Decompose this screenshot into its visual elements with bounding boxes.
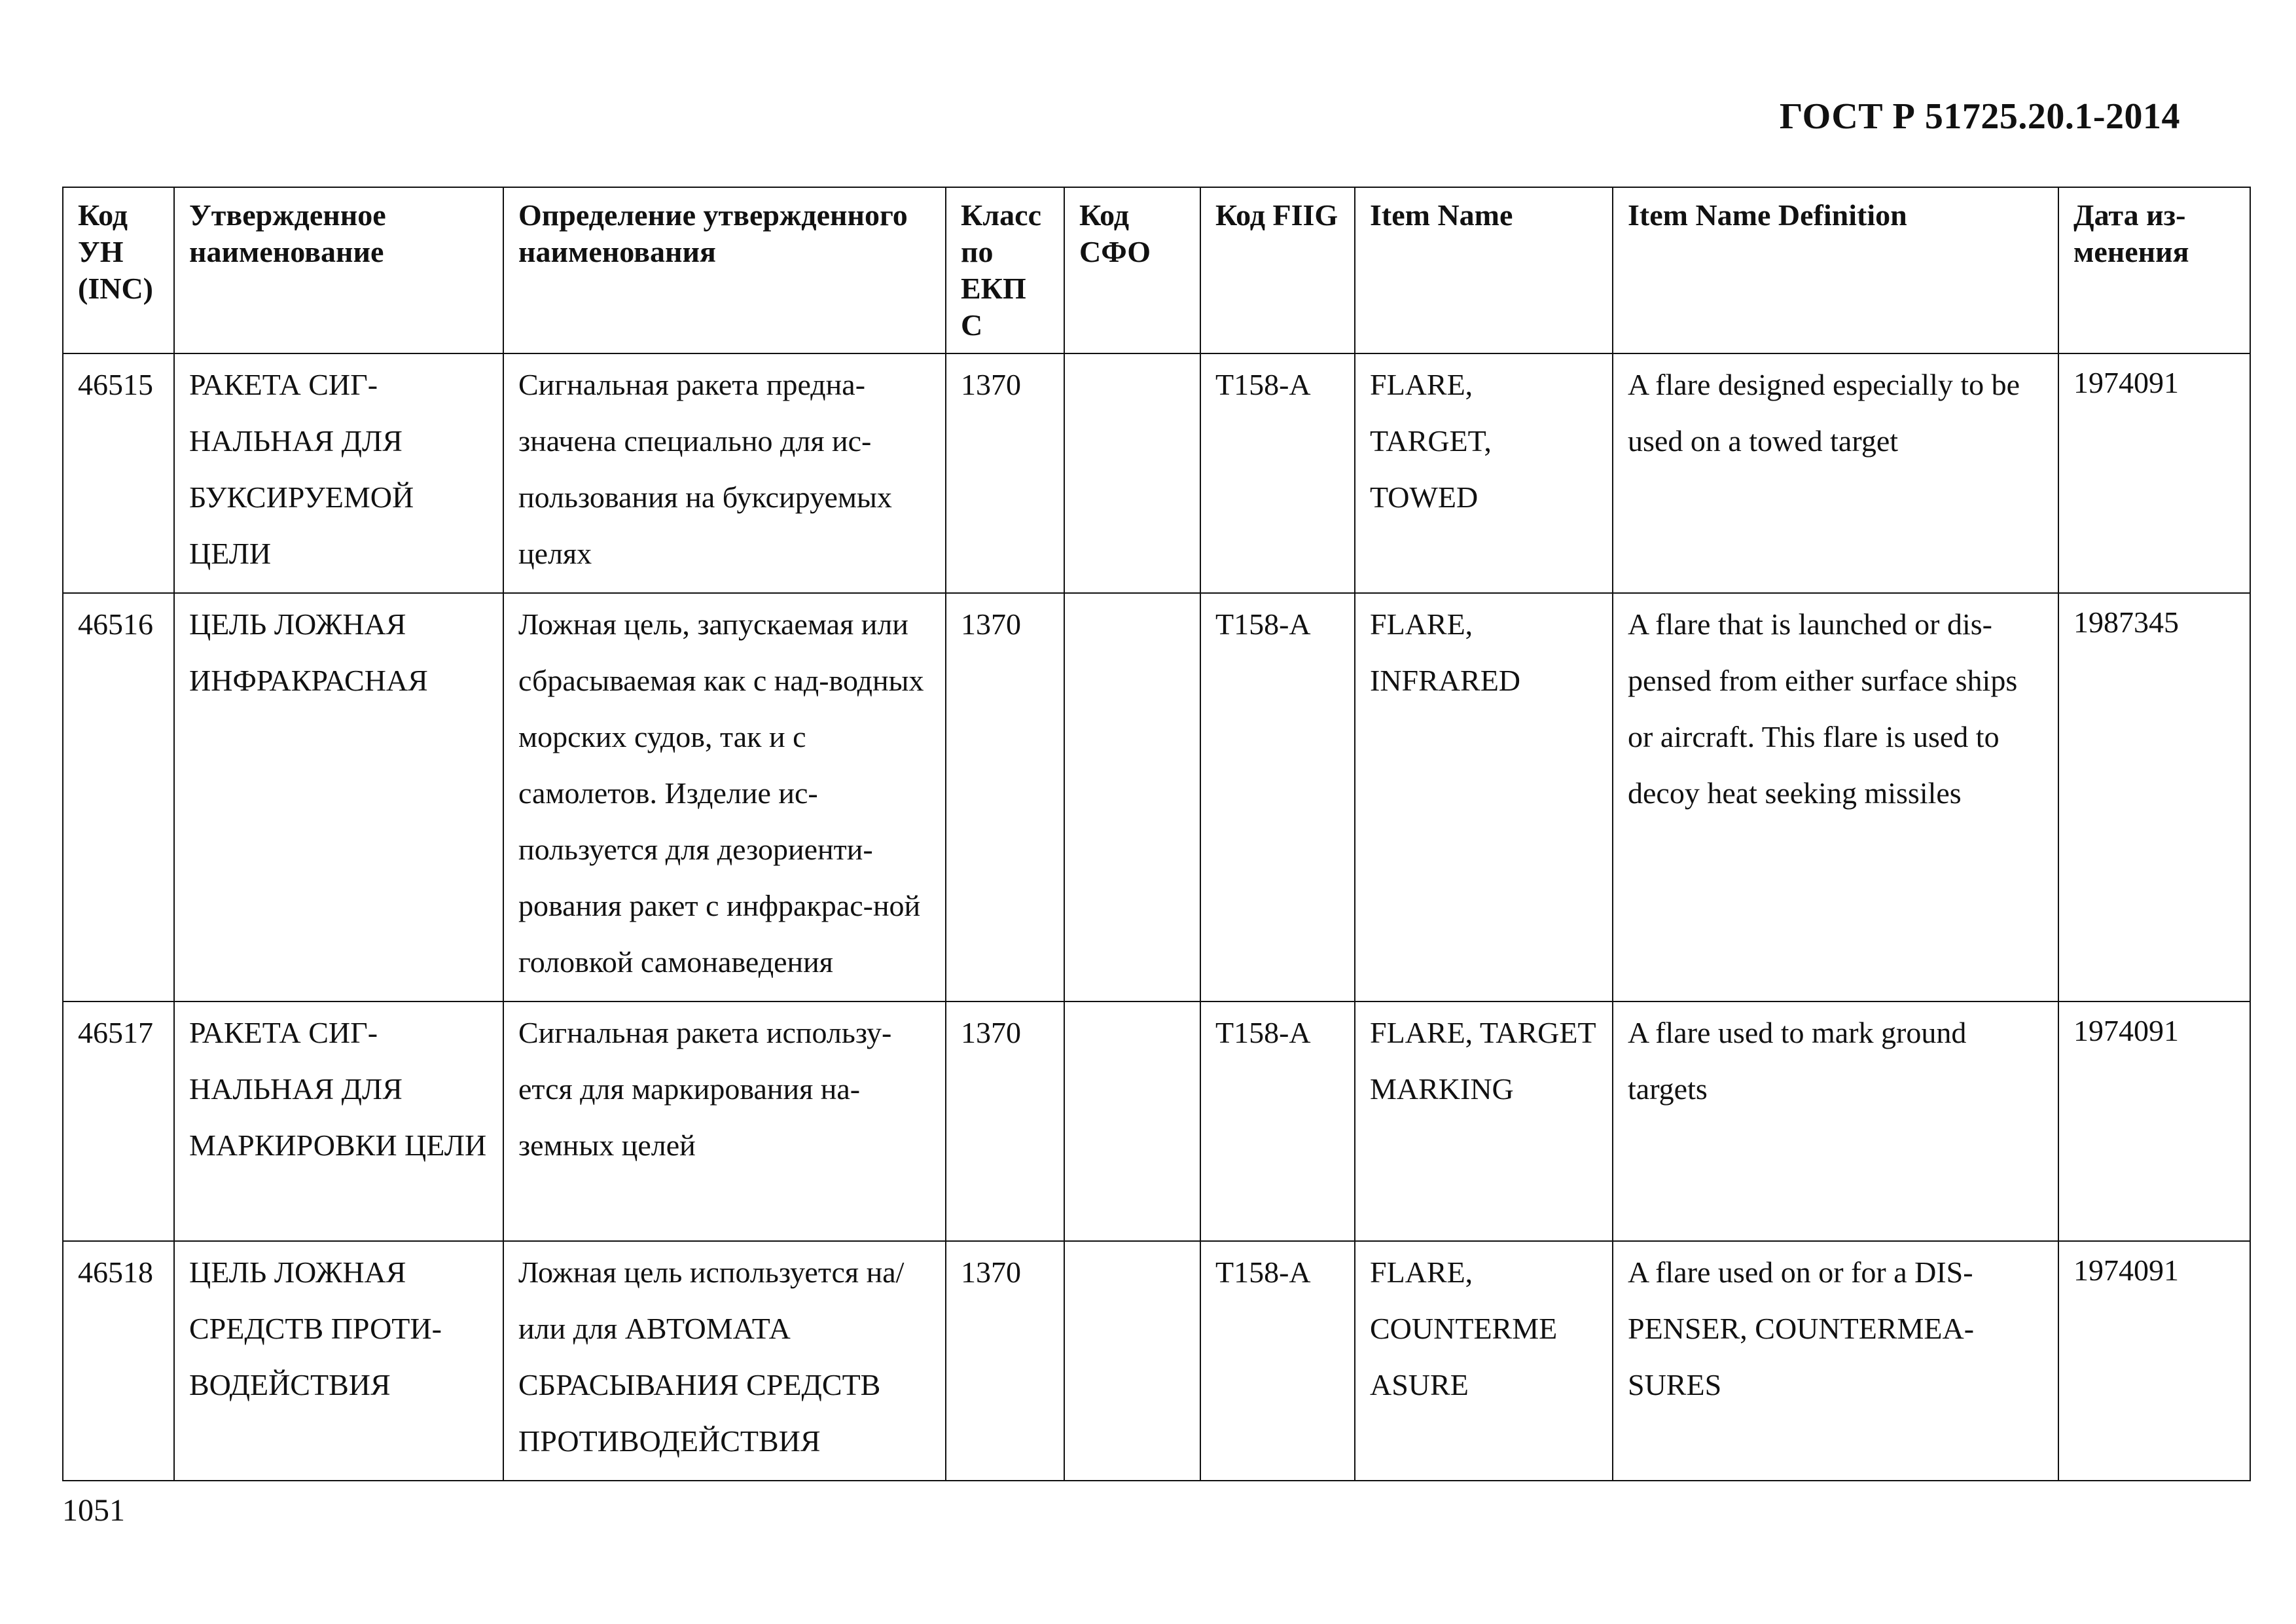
cell-approved-definition: Сигнальная ракета предна-значена специально для ис-пользования на буксируемых целях xyxy=(503,353,946,593)
cell-fiig: T158-A xyxy=(1200,1241,1355,1481)
cell-item-definition: A flare used on or for a DIS-PENSER, COUNTERMEA-SURES xyxy=(1613,1241,2058,1481)
cell-approved-name: РАКЕТА СИГ-НАЛЬНАЯ ДЛЯ БУКСИРУЕМОЙ ЦЕЛИ xyxy=(174,353,503,593)
cell-sfo xyxy=(1064,353,1200,593)
column-header-change-date: Дата из-менения xyxy=(2058,187,2250,353)
cell-class: 1370 xyxy=(946,593,1064,1001)
cell-item-definition: A flare that is launched or dis-pensed from either surface ships or aircraft. This flare is used to decoy heat seeking missiles xyxy=(1613,593,2058,1001)
cell-class: 1370 xyxy=(946,1001,1064,1241)
cell-sfo xyxy=(1064,1241,1200,1481)
cell-item-definition: A flare designed especially to be used on a towed target xyxy=(1613,353,2058,593)
cell-change-date: 1987345 xyxy=(2058,593,2250,1001)
cell-sfo xyxy=(1064,1001,1200,1241)
column-header-item-definition: Item Name Definition xyxy=(1613,187,2058,353)
cell-sfo xyxy=(1064,593,1200,1001)
cell-item-name: FLARE, TARGET MARKING xyxy=(1355,1001,1613,1241)
cell-inc: 46516 xyxy=(63,593,174,1001)
column-header-fiig: Код FIIG xyxy=(1200,187,1355,353)
table-row xyxy=(63,593,2250,1001)
table-row xyxy=(63,353,2250,593)
cell-fiig: T158-A xyxy=(1200,353,1355,593)
cell-change-date: 1974091 xyxy=(2058,1241,2250,1481)
table-row xyxy=(63,1241,2250,1481)
column-header-approved-name: Утвержденное наименование xyxy=(174,187,503,353)
cell-class: 1370 xyxy=(946,353,1064,593)
cell-item-name: FLARE, INFRARED xyxy=(1355,593,1613,1001)
column-header-approved-definition: Определение утвержденного наименования xyxy=(503,187,946,353)
cell-approved-definition: Ложная цель используется на/или для АВТОМАТА СБРАСЫВАНИЯ СРЕДСТВ ПРОТИВОДЕЙСТВИЯ xyxy=(503,1241,946,1481)
cell-change-date: 1974091 xyxy=(2058,1001,2250,1241)
table-header-row xyxy=(63,187,2250,353)
cell-approved-definition: Ложная цель, запускаемая или сбрасываемая как с над-водных морских судов, так и с самолетов. Изделие ис-пользуется для дезориенти-рования ракет с инфракрас-ной головкой самонаведения xyxy=(503,593,946,1001)
document-standard-id: ГОСТ Р 51725.20.1-2014 xyxy=(1779,96,2180,137)
cell-change-date: 1974091 xyxy=(2058,353,2250,593)
cell-inc: 46515 xyxy=(63,353,174,593)
cell-class: 1370 xyxy=(946,1241,1064,1481)
cell-inc: 46518 xyxy=(63,1241,174,1481)
cell-fiig: T158-A xyxy=(1200,593,1355,1001)
cell-inc: 46517 xyxy=(63,1001,174,1241)
cell-fiig: T158-A xyxy=(1200,1001,1355,1241)
column-header-sfo: Код СФО xyxy=(1064,187,1200,353)
cell-item-definition: A flare used to mark ground targets xyxy=(1613,1001,2058,1241)
column-header-inc: Код УН (INC) xyxy=(63,187,174,353)
cell-approved-name: РАКЕТА СИГ-НАЛЬНАЯ ДЛЯ МАРКИРОВКИ ЦЕЛИ xyxy=(174,1001,503,1241)
page-number: 1051 xyxy=(62,1493,125,1528)
column-header-class: Класс по ЕКП С xyxy=(946,187,1064,353)
column-header-item-name: Item Name xyxy=(1355,187,1613,353)
cell-approved-name: ЦЕЛЬ ЛОЖНАЯ ИНФРАКРАСНАЯ xyxy=(174,593,503,1001)
cell-approved-name: ЦЕЛЬ ЛОЖНАЯ СРЕДСТВ ПРОТИ-ВОДЕЙСТВИЯ xyxy=(174,1241,503,1481)
cell-approved-definition: Сигнальная ракета использу-ется для маркирования на-земных целей xyxy=(503,1001,946,1241)
table-row xyxy=(63,1001,2250,1241)
nomenclature-table xyxy=(62,187,2251,1481)
cell-item-name: FLARE, COUNTERME ASURE xyxy=(1355,1241,1613,1481)
cell-item-name: FLARE, TARGET, TOWED xyxy=(1355,353,1613,593)
